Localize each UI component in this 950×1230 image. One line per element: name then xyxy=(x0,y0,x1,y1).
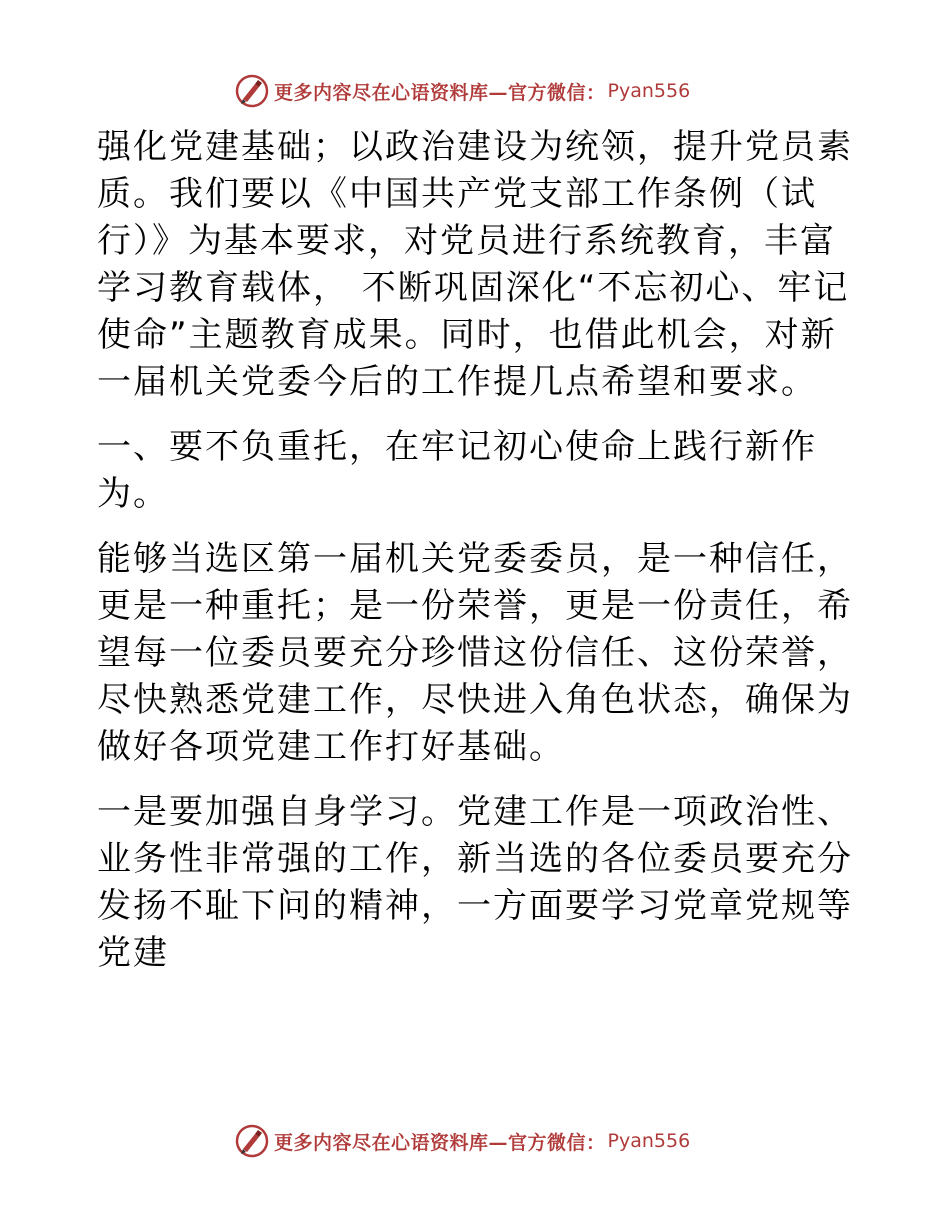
pen-logo-icon xyxy=(234,73,270,109)
header-banner xyxy=(234,71,690,111)
pen-logo-icon xyxy=(234,1123,270,1159)
section-heading: 一、要不负重托，在牢记初心使命上践行新作为。 xyxy=(97,427,817,514)
body-paragraph-1: 强化党建基础；以政治建设为统领，提升党员素质。我们要以《中国共产党支部工作条例（试行）》为基本要求，对党员进行系统教育，丰富学习教育载体， 不断巩固深化“不忘初心、牢记使命”主题教育成果。同时，也借此机会，对新一届机关党委今后的工作提几点希望和要求。 xyxy=(97,127,853,402)
body-paragraph-2: 能够当选区第一届机关党委委员，是一种信任，更是一种重托；是一份荣誉，更是一份责任，希望每一位委员要充分珍惜这份信任、这份荣誉，尽快熟悉党建工作，尽快进入角色状态，确保为做好各项党建工作打好基础。 xyxy=(97,539,853,767)
footer-banner-text: 更多内容尽在心语资料库—官方微信： xyxy=(274,1131,606,1154)
header-banner-text: 更多内容尽在心语资料库—官方微信： xyxy=(274,81,606,104)
footer-contact-id: Pyan556 xyxy=(607,1130,691,1152)
footer-banner xyxy=(234,1121,690,1161)
header-contact-id: Pyan556 xyxy=(607,80,691,102)
body-paragraph-3: 一是要加强自身学习。党建工作是一项政治性、业务性非常强的工作，新当选的各位委员要充分发扬不耻下问的精神，一方面要学习党章党规等党建 xyxy=(97,792,853,973)
document-body xyxy=(97,124,857,977)
